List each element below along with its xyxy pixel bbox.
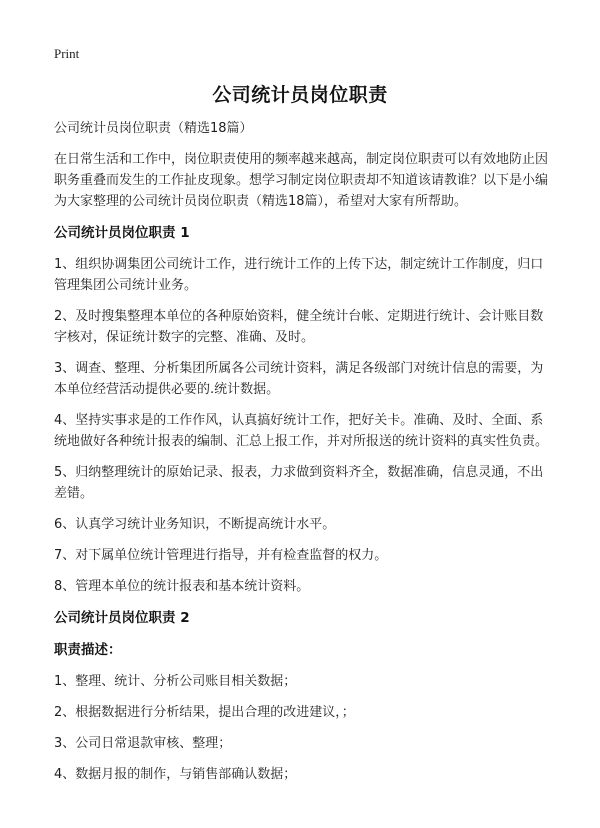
- list-item: 5、归纳整理统计的原始记录、报表，力求做到资料齐全，数据准确，信息灵通，不出差错。: [54, 465, 544, 501]
- list-item: 4、坚持实事求是的工作作风，认真搞好统计工作，把好关卡。准确、及时、全面、系统地做好各种统计报表的编制、汇总上报工作，并对所报送的统计资料的真实性负责。: [54, 413, 549, 449]
- list-item: 1、组织协调集团公司统计工作，进行统计工作的上传下达，制定统计工作制度，归口管理集团公司统计业务。: [54, 257, 544, 293]
- list-item: 2、根据数据进行分析结果，提出合理的改进建议，；: [54, 705, 355, 720]
- document-body: [54, 118, 554, 795]
- print-link[interactable]: Print: [54, 46, 80, 61]
- intro-paragraph: 在日常生活和工作中，岗位职责使用的频率越来越高，制定岗位职责可以有效地防止因职务重叠而发生的工作扯皮现象。想学习制定岗位职责却不知道该请教谁？以下是小编为大家整理的公司统计员岗位职责（精选18篇），希望对大家有所帮助。: [54, 152, 549, 209]
- section-heading: 公司统计员岗位职责 2: [54, 610, 190, 626]
- section-subheading: 职责描述：: [54, 642, 122, 658]
- list-item: 1、整理、统计、分析公司账目相关数据；: [54, 674, 297, 689]
- document-subtitle: 公司统计员岗位职责（精选18篇）: [54, 121, 253, 136]
- list-item: 4、数据月报的制作，与销售部确认数据；: [54, 767, 297, 782]
- list-item: 3、调查、整理、分析集团所属各公司统计资料，满足各级部门对统计信息的需要，为本单位经营活动提供必要的.统计数据。: [54, 361, 544, 397]
- list-item: 7、对下属单位统计管理进行指导，并有检查监督的权力。: [54, 548, 388, 563]
- list-item: 3、公司日常退款审核、整理；: [54, 736, 232, 751]
- list-item: 8、管理本单位的统计报表和基本统计资料。: [54, 579, 310, 594]
- list-item: 2、及时搜集整理本单位的各种原始资料，健全统计台帐、定期进行统计、会计账目数字核对，保证统计数字的完整、准确、及时。: [54, 309, 544, 345]
- page-title: 公司统计员岗位职责: [212, 84, 388, 106]
- list-item: 6、认真学习统计业务知识，不断提高统计水平。: [54, 517, 336, 532]
- section-heading: 公司统计员岗位职责 1: [54, 225, 190, 241]
